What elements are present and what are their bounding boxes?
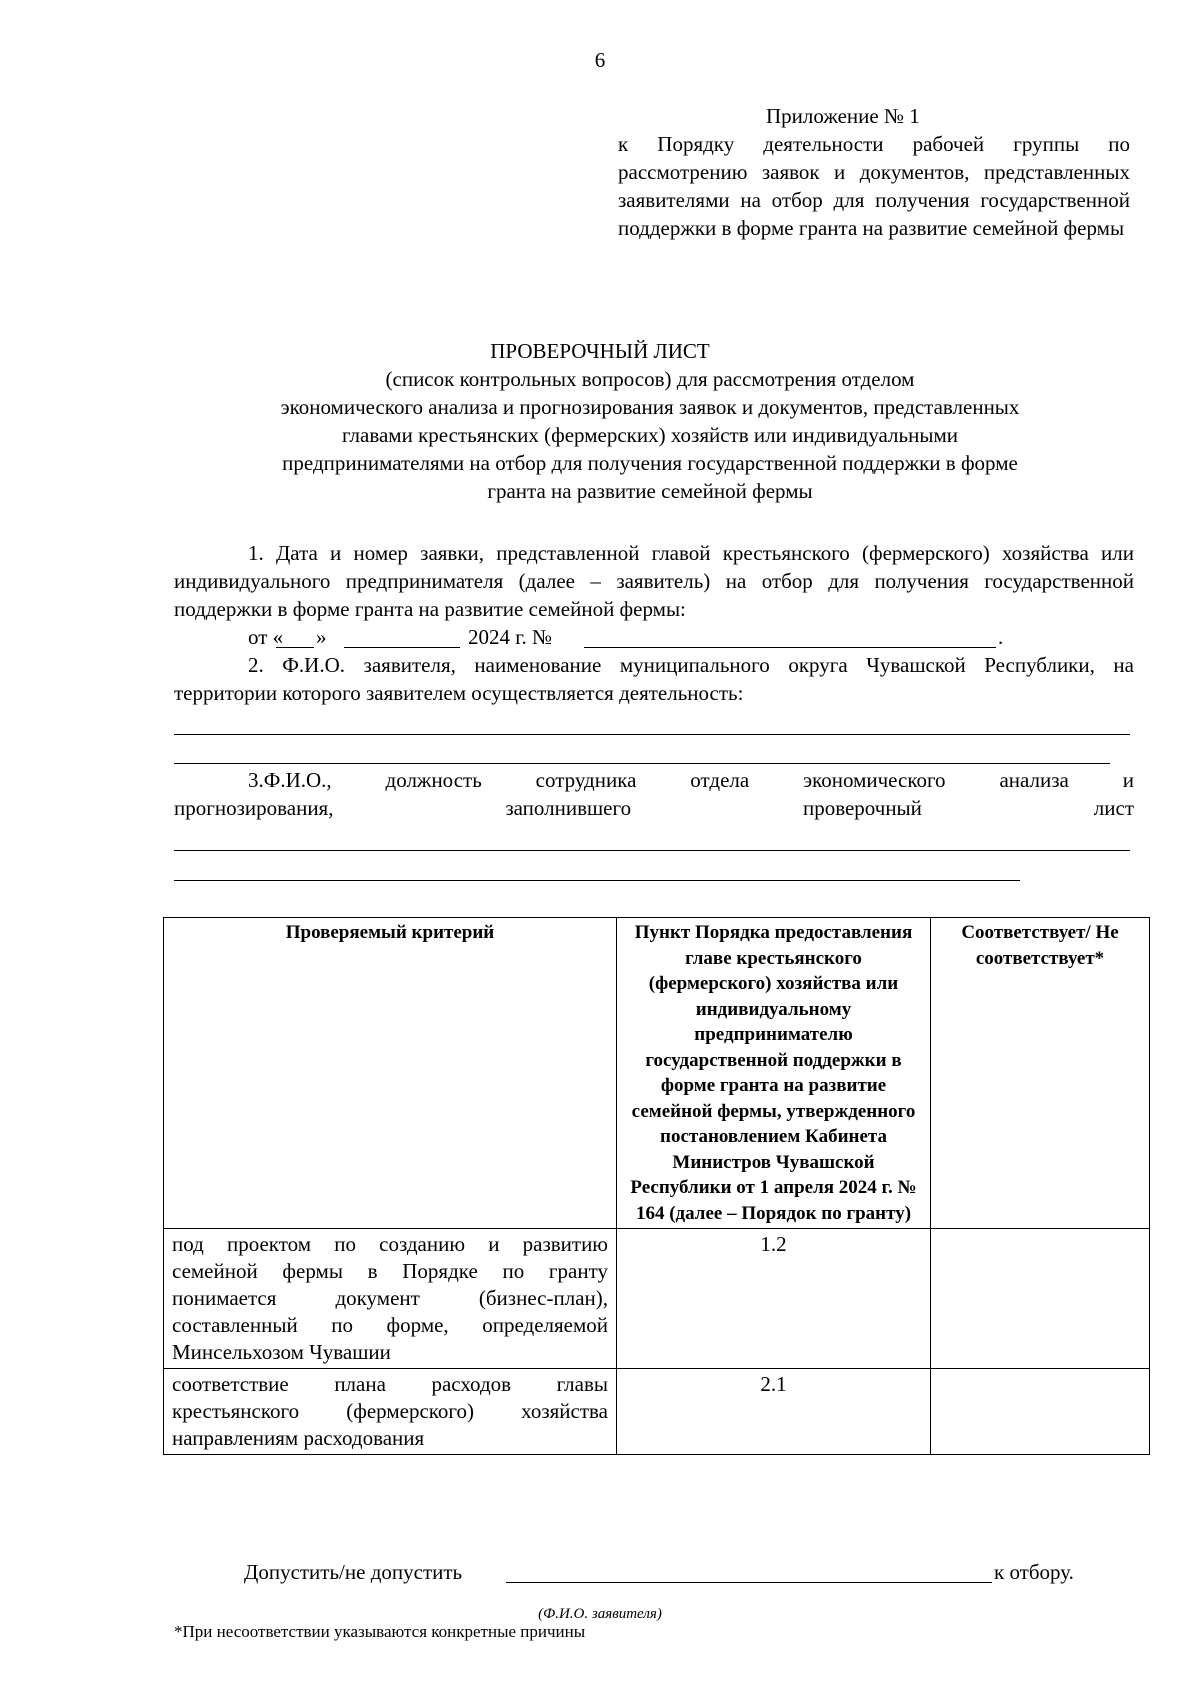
subtitle-line: (список контрольных вопросов) для рассмотрения отделом (385, 367, 915, 391)
item-1-text: 1. Дата и номер заявки, представленной главой крестьянского (фермерского) хозяйства или индивидуального предпринимателя (далее – заявитель) на отбор для получения государственной поддержки в форме гранта на развитие семейной фермы: (174, 541, 1134, 621)
decision-suffix: к отбору. (994, 1560, 1074, 1584)
subtitle-line: главами крестьянских (фермерских) хозяйств или индивидуальными (342, 423, 958, 447)
point-cell: 1.2 (617, 1229, 931, 1369)
item-3-word: отдела (690, 768, 750, 792)
date-end: . (998, 625, 1004, 649)
point-cell: 2.1 (617, 1369, 931, 1455)
item-3-line-1 (248, 766, 1134, 794)
employee-blank-line (174, 880, 1020, 881)
table-header-row (164, 918, 1150, 1229)
header-status: Соответствует/ Не соответствует* (931, 918, 1150, 1229)
appendix-title: Приложение № 1 (766, 104, 920, 128)
subtitle-line: предпринимателями на отбор для получения государственной поддержки в форме (282, 451, 1018, 475)
page-number: 6 (594, 48, 606, 72)
table-row (164, 1229, 1150, 1369)
header-point: Пункт Порядка предоставления главе крестьянского (фермерского) хозяйства или индивидуальному предпринимателю государственной поддержки в форме гранта на развитие семейной фермы, утвержденного постановлением Кабинета Министров Чувашской Республики от 1 апреля 2024 г. № 164 (далее – Порядок по гранту) (617, 918, 931, 1229)
decision-caption: (Ф.И.О. заявителя) (538, 1606, 662, 1622)
item-3-line-2 (174, 794, 1134, 822)
item-3-word: заполнившего (505, 796, 632, 820)
appendix-body: к Порядку деятельности рабочей группы по рассмотрению заявок и документов, представленных заявителями на отбор для получения государственной поддержки в форме гранта на развитие семейной фермы (618, 132, 1130, 240)
item-3-word: лист (1093, 796, 1134, 820)
subtitle-line: гранта на развитие семейной фермы (487, 479, 813, 503)
employee-blank-line (174, 850, 1130, 851)
number-blank (584, 647, 996, 648)
decision-blank (506, 1582, 992, 1583)
status-cell[interactable] (931, 1229, 1150, 1369)
item-3-word: экономического (803, 768, 946, 792)
table-row (164, 1369, 1150, 1455)
criterion-cell: соответствие плана расходов главы крестьянского (фермерского) хозяйства направлениям расходования (164, 1369, 617, 1455)
date-mid: » (316, 625, 327, 649)
item-3-word: анализа (999, 768, 1069, 792)
document-subtitle (190, 365, 1110, 505)
applicant-blank-line (174, 763, 1110, 764)
criterion-cell: под проектом по созданию и развитию семейной фермы в Порядке по гранту понимается документ (бизнес-план), составленный по форме, определяемой Минсельхозом Чувашии (164, 1229, 617, 1369)
item-3-word: проверочный (802, 796, 922, 820)
appendix-block (618, 102, 1130, 242)
document-title: ПРОВЕРОЧНЫЙ ЛИСТ (490, 339, 710, 363)
header-criterion: Проверяемый критерий (164, 918, 617, 1229)
applicant-blank-line (174, 734, 1130, 735)
day-blank (276, 647, 314, 648)
item-3-word: прогнозирования, (174, 796, 334, 820)
item-3-word: и (1122, 768, 1134, 792)
decision-prefix: Допустить/не допустить (244, 1560, 463, 1584)
application-date-line (248, 623, 1148, 651)
year-label: 2024 г. № (468, 625, 553, 649)
status-cell[interactable] (931, 1369, 1150, 1455)
item-3-word: должность (385, 768, 482, 792)
item-3-word: сотрудника (535, 768, 637, 792)
item-2-text: 2. Ф.И.О. заявителя, наименование муниципального округа Чувашской Республики, на территории которого заявителем осуществляется деятельность: (174, 653, 1134, 705)
footnote: *При несоответствии указываются конкретные причины (174, 1622, 586, 1641)
month-blank (344, 647, 460, 648)
item-3-word: 3.Ф.И.О., (248, 768, 332, 792)
date-prefix: от « (248, 625, 284, 649)
check-table (163, 917, 1150, 1455)
subtitle-line: экономического анализа и прогнозирования заявок и документов, представленных (280, 395, 1020, 419)
